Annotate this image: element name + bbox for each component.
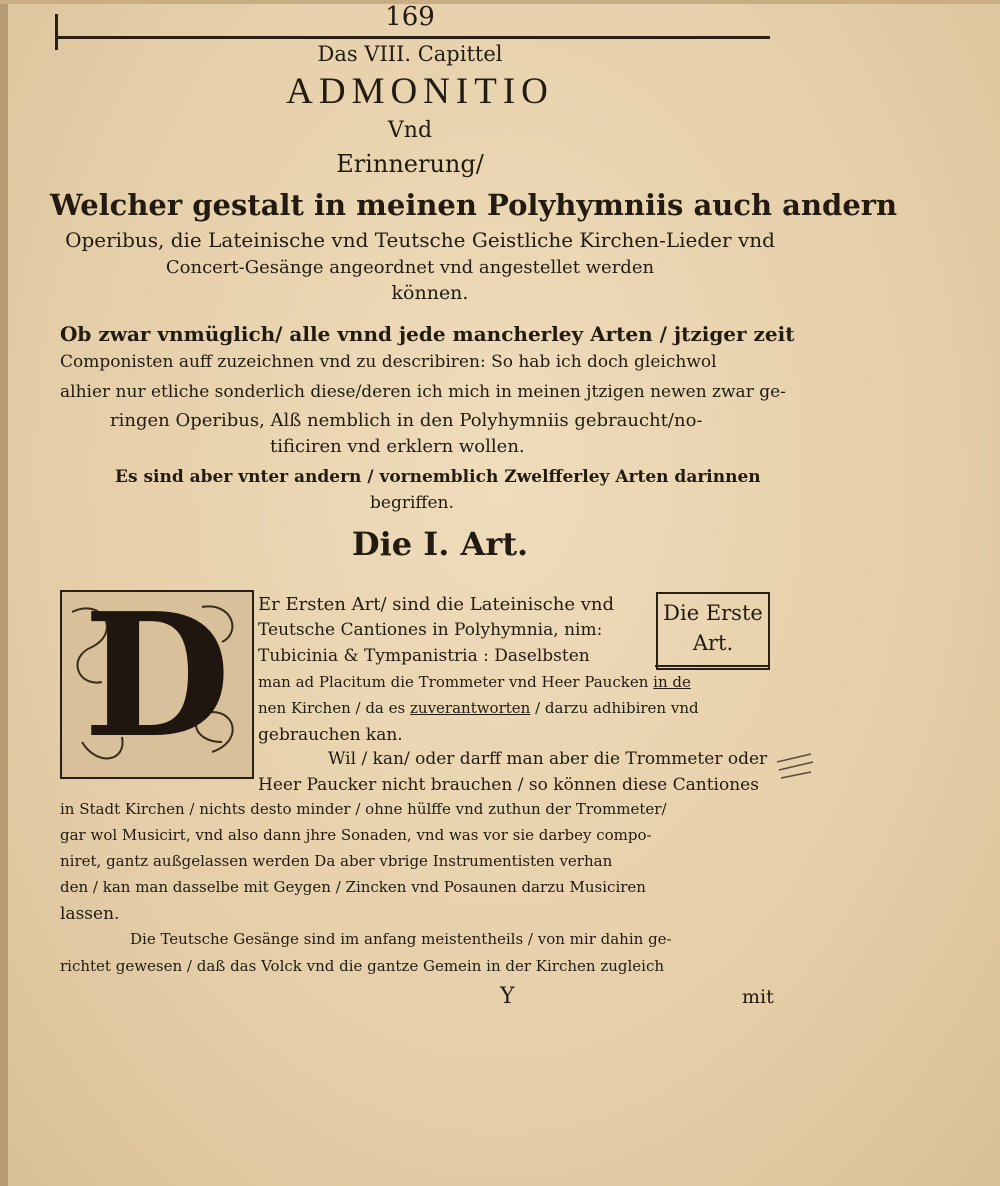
intro-line: alhier nur etliche sonderlich diese/deren ich mich in meinen jtzigen newen zwar ge- bbox=[60, 382, 786, 402]
art1-underlined-text: in de bbox=[653, 673, 691, 691]
art1-line: Er Ersten Art/ sind die Lateinische vnd bbox=[258, 594, 615, 615]
subtitle-line: Operibus, die Lateinische vnd Teutsche Geistliche Kirchen-Lieder vnd bbox=[65, 228, 775, 252]
subtitle-line: Concert-Gesänge angeordnet vnd angestellet werden bbox=[165, 257, 655, 278]
page-top-edge bbox=[0, 0, 1000, 4]
art1-line: Die Teutsche Gesänge sind im anfang meistentheils / von mir dahin ge- bbox=[130, 930, 672, 948]
art1-line: Heer Paucker nicht brauchen / so können diese Cantiones bbox=[258, 775, 759, 795]
header-rule-left-tick bbox=[55, 14, 58, 50]
art1-text: nen Kirchen / da es bbox=[258, 699, 410, 717]
catchword: mit bbox=[742, 986, 774, 1008]
intro-line: Es sind aber vnter andern / vornemblich Zwelfferley Arten darinnen bbox=[115, 467, 761, 487]
art1-line: in Stadt Kirchen / nichts desto minder / ohne hülffe vnd zuthun der Trommeter/ bbox=[60, 800, 667, 818]
title-erinnerung: Erinnerung/ bbox=[336, 150, 484, 178]
art1-line: Tubicinia & Tympanistria : Daselbsten bbox=[258, 646, 590, 666]
intro-line: begriffen. bbox=[370, 493, 454, 513]
page-number: 169 bbox=[385, 2, 435, 32]
art1-line: Wil / kan/ oder darff man aber die Trommeter oder bbox=[328, 749, 768, 769]
chapter-heading: Das VIII. Capittel bbox=[317, 42, 503, 66]
drop-cap-ornament bbox=[60, 576, 254, 779]
title-und: Vnd bbox=[387, 118, 433, 143]
art1-line: Teutsche Cantiones in Polyhymnia, nim: bbox=[258, 620, 603, 640]
art1-text: / darzu adhibiren vnd bbox=[530, 699, 699, 717]
art1-line bbox=[258, 699, 699, 717]
marginal-note-box bbox=[656, 592, 770, 670]
subtitle-line: Welcher gestalt in meinen Polyhymniis auch andern bbox=[50, 188, 898, 222]
intro-line: Componisten auff zuzeichnen vnd zu describiren: So hab ich doch gleichwol bbox=[60, 352, 717, 372]
header-rule bbox=[55, 36, 770, 39]
art1-line: gar wol Musicirt, vnd also dann jhre Sonaden, vnd was vor sie darbey compo- bbox=[60, 826, 652, 844]
note-underline bbox=[655, 665, 770, 667]
art1-line bbox=[258, 673, 691, 691]
signature-mark: Y bbox=[500, 984, 515, 1009]
intro-line: tificiren vnd erklern wollen. bbox=[270, 436, 525, 457]
marginal-note-line: Art. bbox=[692, 631, 734, 655]
page-left-edge bbox=[0, 0, 8, 1186]
section-heading-art-1: Die I. Art. bbox=[351, 525, 529, 563]
art1-line: den / kan man dasselbe mit Geygen / Zincken vnd Posaunen darzu Musiciren bbox=[60, 878, 646, 896]
art1-text: man ad Placitum die Trommeter vnd Heer Paucken bbox=[258, 673, 654, 691]
art1-line: richtet gewesen / daß das Volck vnd die gantze Gemein in der Kirchen zugleich bbox=[60, 957, 665, 975]
title-admonitio: ADMONITIO bbox=[286, 71, 554, 112]
intro-line: ringen Operibus, Alß nemblich in den Polyhymniis gebraucht/no- bbox=[110, 410, 703, 431]
pen-mark bbox=[775, 752, 815, 782]
art1-line: gebrauchen kan. bbox=[258, 725, 403, 745]
art1-line: niret, gantz außgelassen werden Da aber vbrige Instrumentisten verhan bbox=[60, 852, 613, 870]
marginal-note-line: Die Erste bbox=[663, 601, 763, 625]
drop-cap-letter: D bbox=[83, 576, 231, 776]
subtitle-line: können. bbox=[391, 282, 469, 304]
art1-underlined-text: zuverantworten bbox=[410, 699, 531, 717]
art1-line: lassen. bbox=[60, 904, 120, 924]
intro-line: Ob zwar vnmüglich/ alle vnnd jede mancherley Arten / jtziger zeit bbox=[60, 322, 795, 346]
